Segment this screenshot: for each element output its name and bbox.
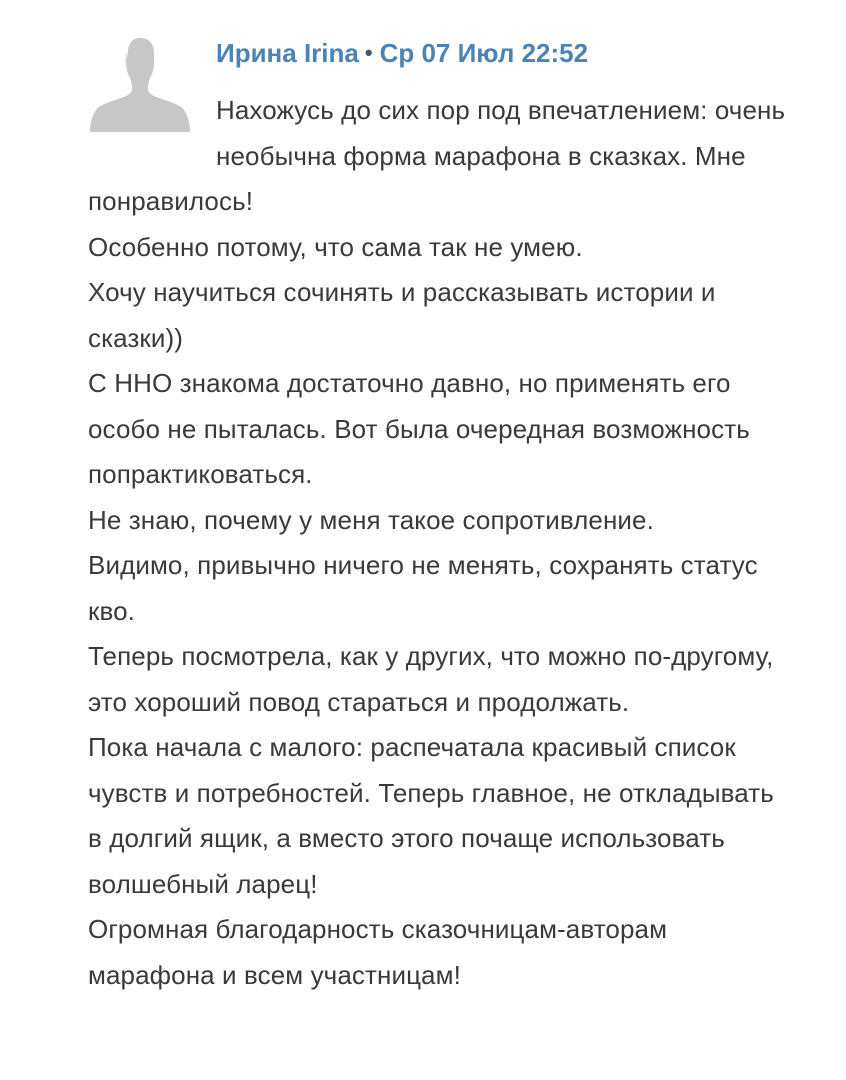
comment-paragraph: Огромная благодарность сказочницам-авторам марафона и всем участницам! — [88, 914, 668, 990]
comment-paragraph: Особенно потому, что сама так не умею. — [88, 231, 583, 262]
comment-timestamp-link[interactable]: Ср 07 Июл 22:52 — [379, 38, 589, 68]
comment-paragraph: Теперь посмотрела, как у других, что можно по-другому, это хороший повод стараться и продолжать. — [88, 641, 774, 717]
author-name-link[interactable]: Ирина Irina — [216, 38, 359, 68]
comment-paragraph: Видимо, привычно ничего не менять, сохранять статус кво. — [88, 550, 758, 626]
comment-paragraph: С ННО знакома достаточно давно, но применять его особо не пыталась. Вот была очередная возможность попрактиковаться. — [88, 368, 750, 489]
meta-separator: • — [364, 40, 373, 65]
avatar-text-wrap-spacer — [88, 88, 216, 179]
comment-paragraph: Хочу научиться сочинять и рассказывать истории и сказки)) — [88, 277, 716, 353]
comment-paragraph: Не знаю, почему у меня такое сопротивление. — [88, 504, 654, 535]
comment-body — [88, 88, 788, 998]
comment-paragraph: Нахожусь до сих пор под впечатлением: очень необычна форма марафона в сказках. Мне понравилось! — [88, 95, 786, 216]
comment-meta — [216, 33, 588, 73]
comment-paragraph: Пока начала с малого: распечатала красивый список чувств и потребностей. Теперь главное, не откладывать в долгий ящик, а вместо этого почаще использовать волшебный ларец! — [88, 732, 774, 899]
